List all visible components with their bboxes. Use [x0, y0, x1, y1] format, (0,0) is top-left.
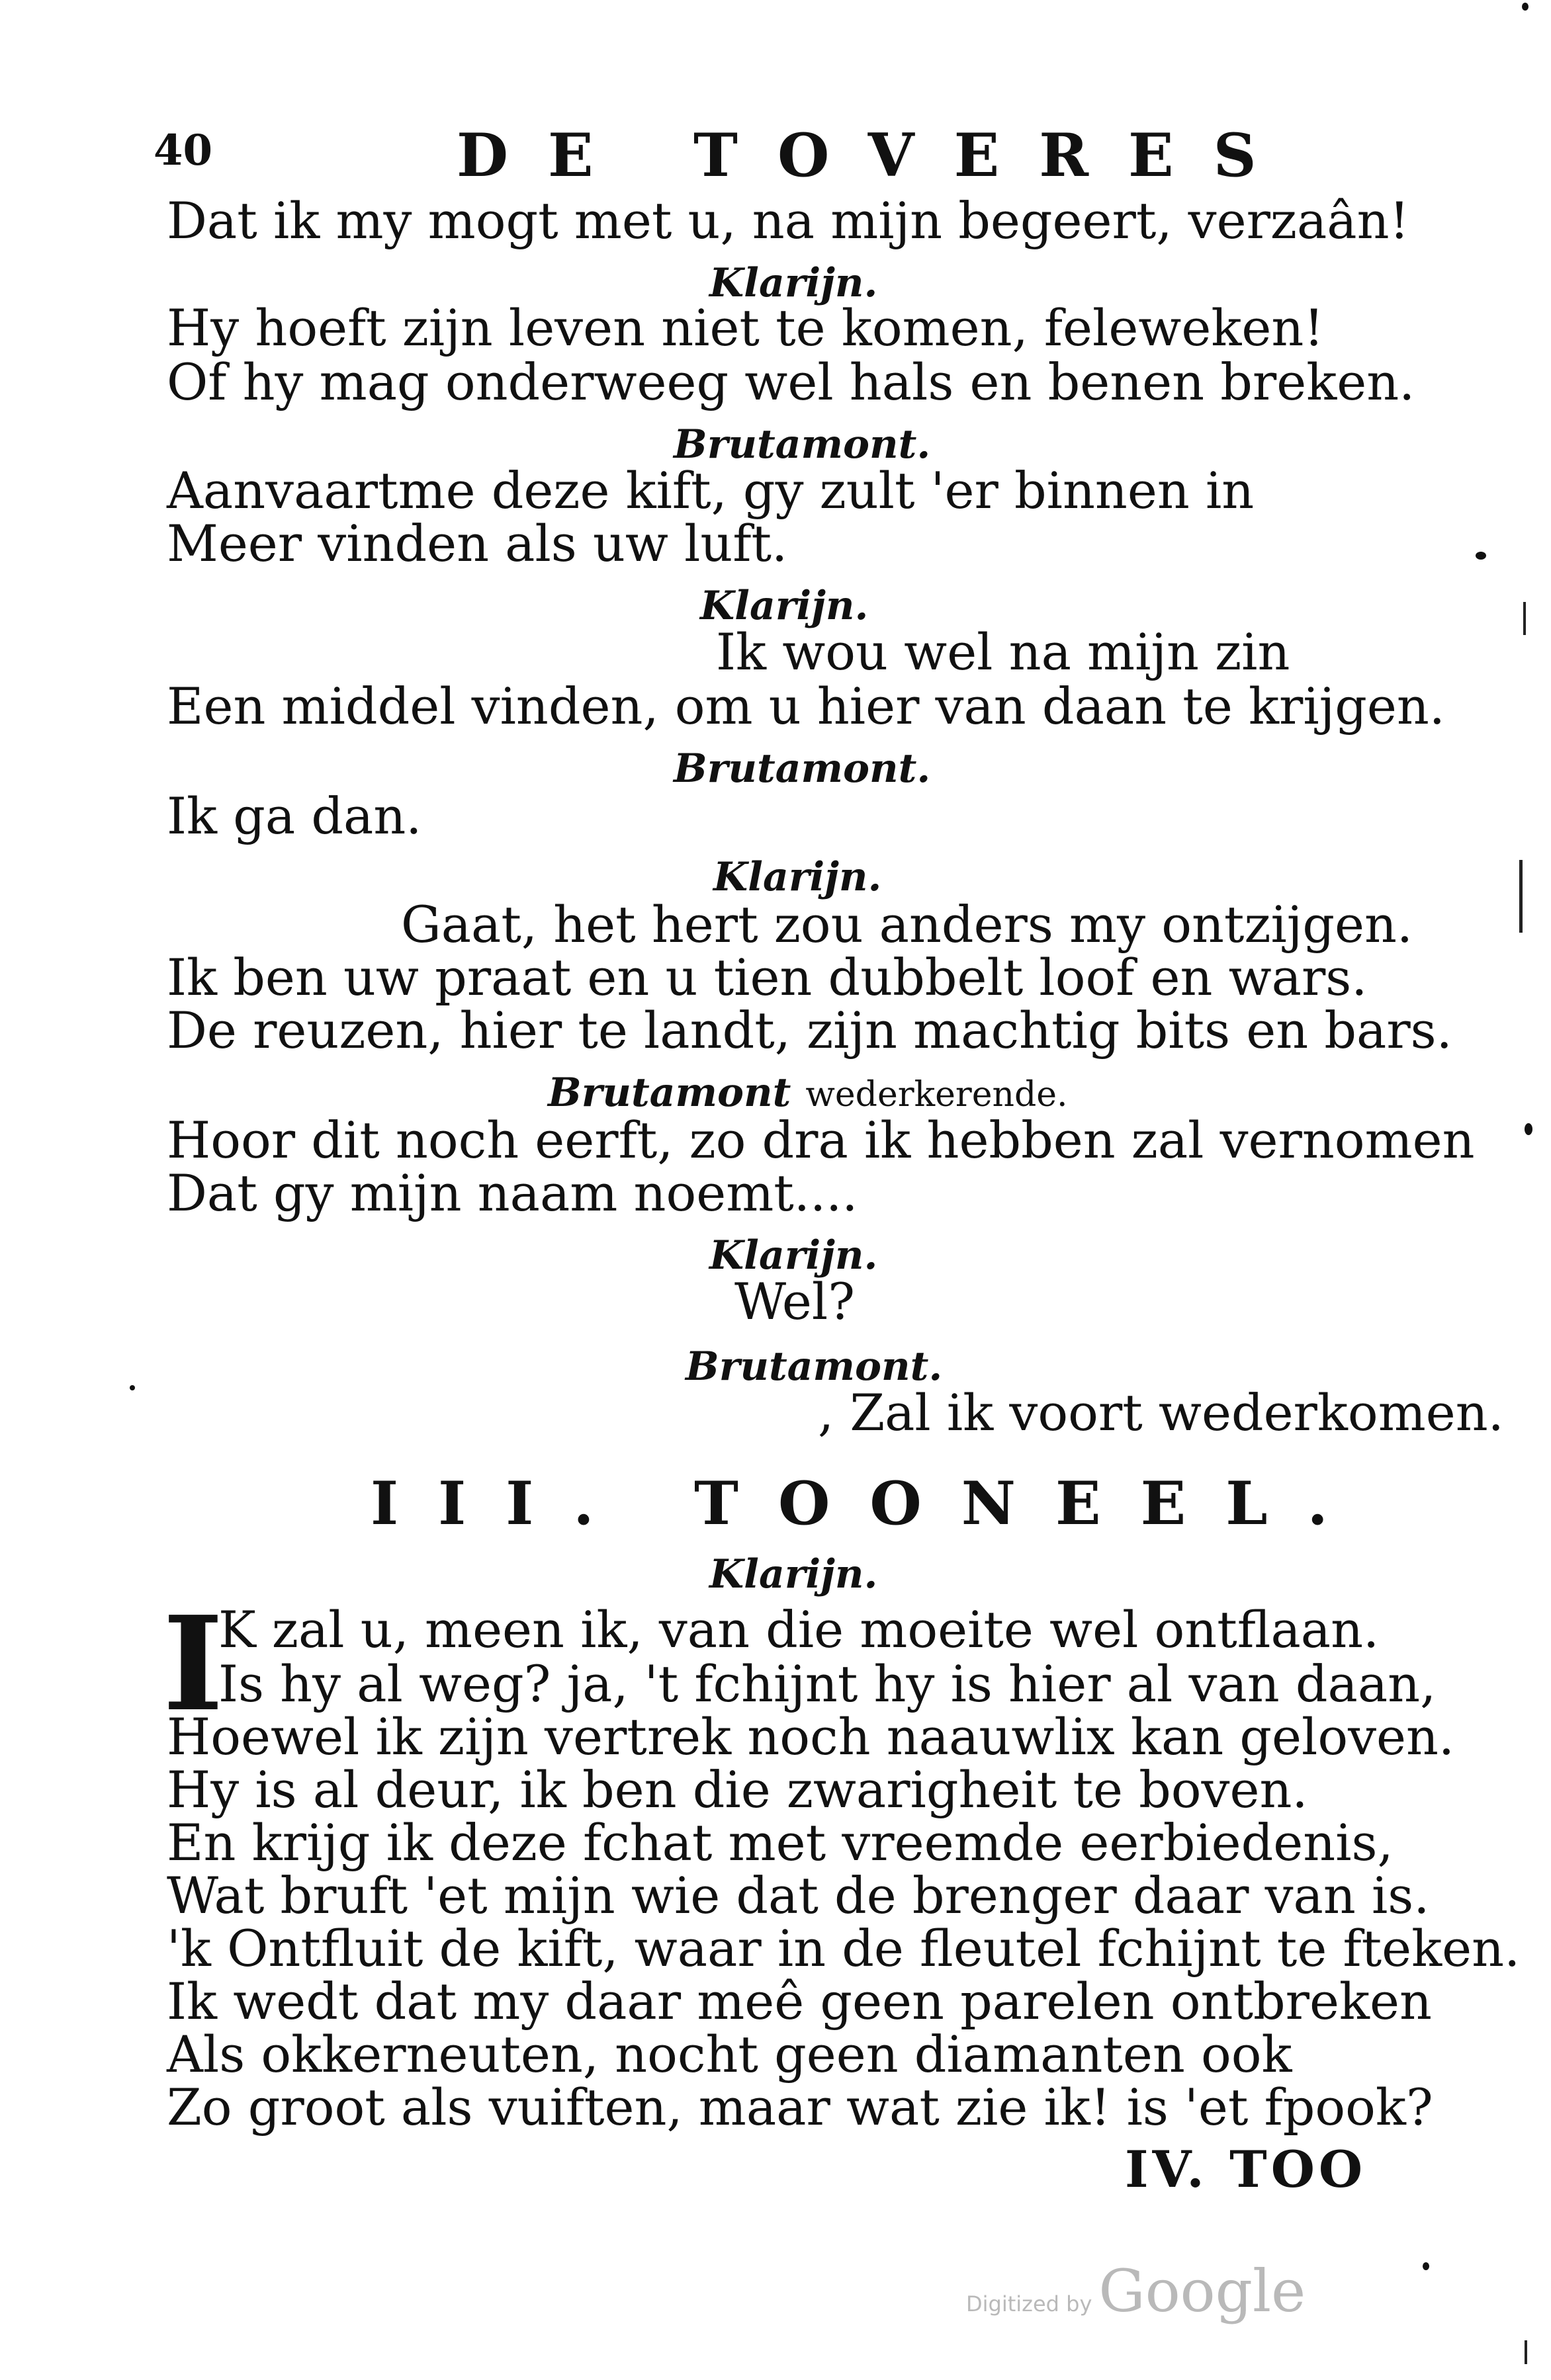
speaker-name-text: Brutamont [548, 1070, 791, 1116]
speaker-name: Klarijn. [709, 1551, 878, 1597]
speaker-name: Klarijn. [709, 260, 878, 306]
verse-line: , Zal ik voort wederkomen. [818, 1383, 1504, 1442]
margin-mark [1525, 2340, 1527, 2364]
scan-speck [1525, 1123, 1532, 1135]
verse-line: Wat bruft 'et mijn wie dat de brenger daar van is. [167, 1866, 1430, 1925]
margin-mark [1523, 602, 1526, 635]
verse-line: Is hy al weg? ja, 't fchijnt hy is hier al van daan, [218, 1654, 1437, 1713]
verse-line: En krijg ik deze fchat met vreemde eerbiedenis, [167, 1813, 1394, 1872]
verse-line: Als okkerneuten, nocht geen diamanten ook [167, 2025, 1292, 2084]
scene-heading: III. TOONEEL. [371, 1468, 1368, 1539]
margin-mark [1519, 860, 1523, 933]
verse-line: Hy is al deur, ik ben die zwarigheit te boven. [167, 1760, 1308, 1819]
verse-line: Of hy mag onderweeg wel hals en benen breken. [167, 353, 1415, 411]
running-title: DE TOVERES [457, 120, 1296, 191]
verse-line: Hoor dit noch eerft, zo dra ik hebben zal vernomen [167, 1111, 1475, 1169]
drop-cap: I [163, 1588, 224, 1740]
catchword: IV. TOO [1125, 2140, 1367, 2199]
speaker-name: Brutamont. [674, 421, 931, 468]
verse-line: De reuzen, hier te landt, zijn machtig bits en bars. [167, 1001, 1452, 1060]
speaker-name: Brutamont. [686, 1343, 943, 1390]
speaker-name: Klarijn. [700, 583, 869, 629]
scan-speck [1423, 2262, 1429, 2270]
digitized-watermark [966, 2257, 1306, 2325]
verse-line: Dat ik my mogt met u, na mijn begeert, verzaân! [167, 191, 1410, 250]
verse-line: Gaat, het hert zou anders my ontzijgen. [401, 895, 1413, 954]
verse-line: Hy hoeft zijn leven niet te komen, feleweken! [167, 298, 1324, 357]
verse-line: Ik wou wel na mijn zin [716, 622, 1290, 681]
verse-line: Aanvaartme deze kift, gy zult 'er binnen in [167, 461, 1255, 520]
verse-line: 'k Ontfluit de kift, waar in de fleutel fchijnt te fteken. [167, 1919, 1521, 1978]
watermark-prefix: Digitized by [966, 2291, 1092, 2316]
scan-speck [1522, 3, 1529, 11]
stage-direction: wederkerende. [805, 1075, 1068, 1115]
verse-line: Ik ga dan. [167, 786, 422, 845]
verse-line: Meer vinden als uw luft. [167, 514, 788, 573]
speaker-name: Klarijn. [713, 854, 882, 900]
verse-line: Dat gy mijn naam noemt.... [167, 1164, 858, 1222]
verse-line: K zal u, meen ik, van die moeite wel ontflaan. [218, 1600, 1380, 1659]
verse-line: Zo groot als vuiften, maar wat zie ik! is 'et fpook? [167, 2078, 1433, 2137]
scan-speck [130, 1385, 135, 1390]
verse-line: Hoewel ik zijn vertrek noch naauwlix kan geloven. [167, 1707, 1455, 1766]
speaker-name: Klarijn. [709, 1232, 878, 1279]
verse-line: Wel? [734, 1272, 855, 1331]
verse-line: Ik wedt dat my daar meê geen parelen ontbreken [167, 1972, 1432, 2031]
page-number: 40 [154, 126, 213, 175]
watermark-brand: Google [1098, 2257, 1306, 2325]
verse-line: Een middel vinden, om u hier van daan te krijgen. [167, 677, 1445, 736]
speaker-name: Brutamont. [674, 745, 931, 792]
scan-speck [1476, 552, 1486, 560]
verse-line: Ik ben uw praat en u tien dubbelt loof en wars. [167, 948, 1368, 1007]
speaker-name [548, 1070, 1068, 1116]
